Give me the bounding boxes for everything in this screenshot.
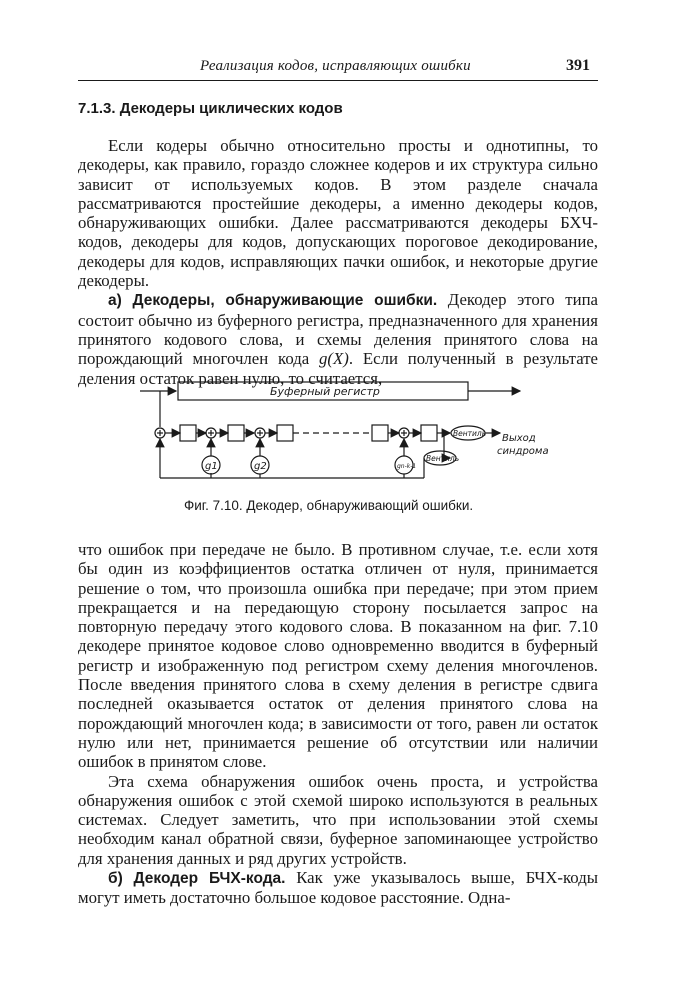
buffer-register-label: Буферный регистр — [270, 385, 380, 398]
gate-output-label: Вентиль — [453, 429, 487, 438]
paragraph-intro: Если кодеры обычно относительно просты и однотипны, то декодеры, как правило, гораздо сложнее кодеров и их структура сильно зависит от используемых кодов. В этом разделе сначала рассматриваются простейшие декодеры, а именно декодеры кодов, обнаруживающих ошибки. Далее рассматриваются декодеры БХЧ-кодов, декодеры для кодов, допускающих пороговое декодирование, декодеры для кодов, исправляющих пачки ошибок, и некоторые другие декодеры. — [78, 136, 598, 291]
register-cell-1 — [180, 425, 196, 441]
paragraph-lead: а) Декодеры, обнаруживающие ошибки. — [108, 292, 438, 310]
page-number: 391 — [566, 57, 590, 74]
register-cell-2 — [228, 425, 244, 441]
header-rule — [78, 80, 598, 81]
text-block-lower — [78, 540, 598, 908]
gate-feedback-label: Вентиль — [426, 454, 460, 463]
multiplier-gnk1-label: gn-k-1 — [397, 463, 417, 470]
decoder-diagram — [140, 378, 549, 488]
syndrome-output-label-1: Выход — [502, 433, 536, 444]
figure-decoder-diagram — [140, 378, 549, 488]
math-polynomial: g(X) — [319, 349, 349, 369]
multiplier-g1-label: g1 — [205, 461, 218, 472]
figure-caption: Фиг. 7.10. Декодер, обнаруживающий ошибки. — [184, 498, 474, 513]
paragraph-text: . Если полученный в результате деления остаток равен нулю, то считается, — [78, 349, 599, 388]
paragraph-simple-scheme: Эта схема обнаружения ошибок очень проста, и устройства обнаружения ошибок с этой схемой широко используются в реальных системах. Следует заметить, что при использовании этой схемы необходим канал обратной связи, буферное запоминающее устройство для хранения данных и ряд других устройств. — [78, 771, 598, 868]
multiplier-g2-label: g2 — [254, 461, 267, 472]
register-cell-n-1 — [372, 425, 388, 441]
register-cell-3 — [277, 425, 293, 441]
paragraph-text: Как уже указывалось выше, БЧХ-коды могут иметь достаточно большое кодовое расстояние. Одна- — [78, 868, 599, 908]
register-cell-n — [421, 425, 437, 441]
syndrome-output-label-2: синдрома — [497, 446, 549, 457]
paragraph-continuation: что ошибок при передаче не было. В противном случае, т.е. если хотя бы один из коэффициентов остатка отличен от нуля, принимается решение о том, что произошла ошибка при передаче; при этом прием прекращается и на передающую сторону посылается запрос на повторную передачу этого кодового слова. В показанном на фиг. 7.10 декодере принятое кодовое слово одновременно вводится в буферный регистр и изображенную под регистром схему деления многочленов. После введения принятого слова в схему деления в регистре сдвига последней оказывается остаток от деления принятого слова на порождающий многочлен кода; в зависимости от того, равен ли остаток нулю или нет, принимается решение об отсутствии или наличии ошибок в принятом слове. — [78, 540, 598, 772]
paragraph-error-detecting — [78, 290, 598, 387]
section-heading: 7.1.3. Декодеры циклических кодов — [78, 100, 343, 117]
paragraph-text: Декодер этого типа состоит обычно из буферного регистра, предназначенного для хранения принятого кодового слова, и схемы деления принятого слова на порождающий многочлен кода — [78, 290, 598, 369]
running-title: Реализация кодов, исправляющих ошибки — [200, 58, 471, 74]
text-block-upper — [78, 136, 598, 388]
paragraph-bch-decoder — [78, 868, 598, 908]
paragraph-lead: б) Декодер БЧХ-кода. — [108, 870, 286, 888]
